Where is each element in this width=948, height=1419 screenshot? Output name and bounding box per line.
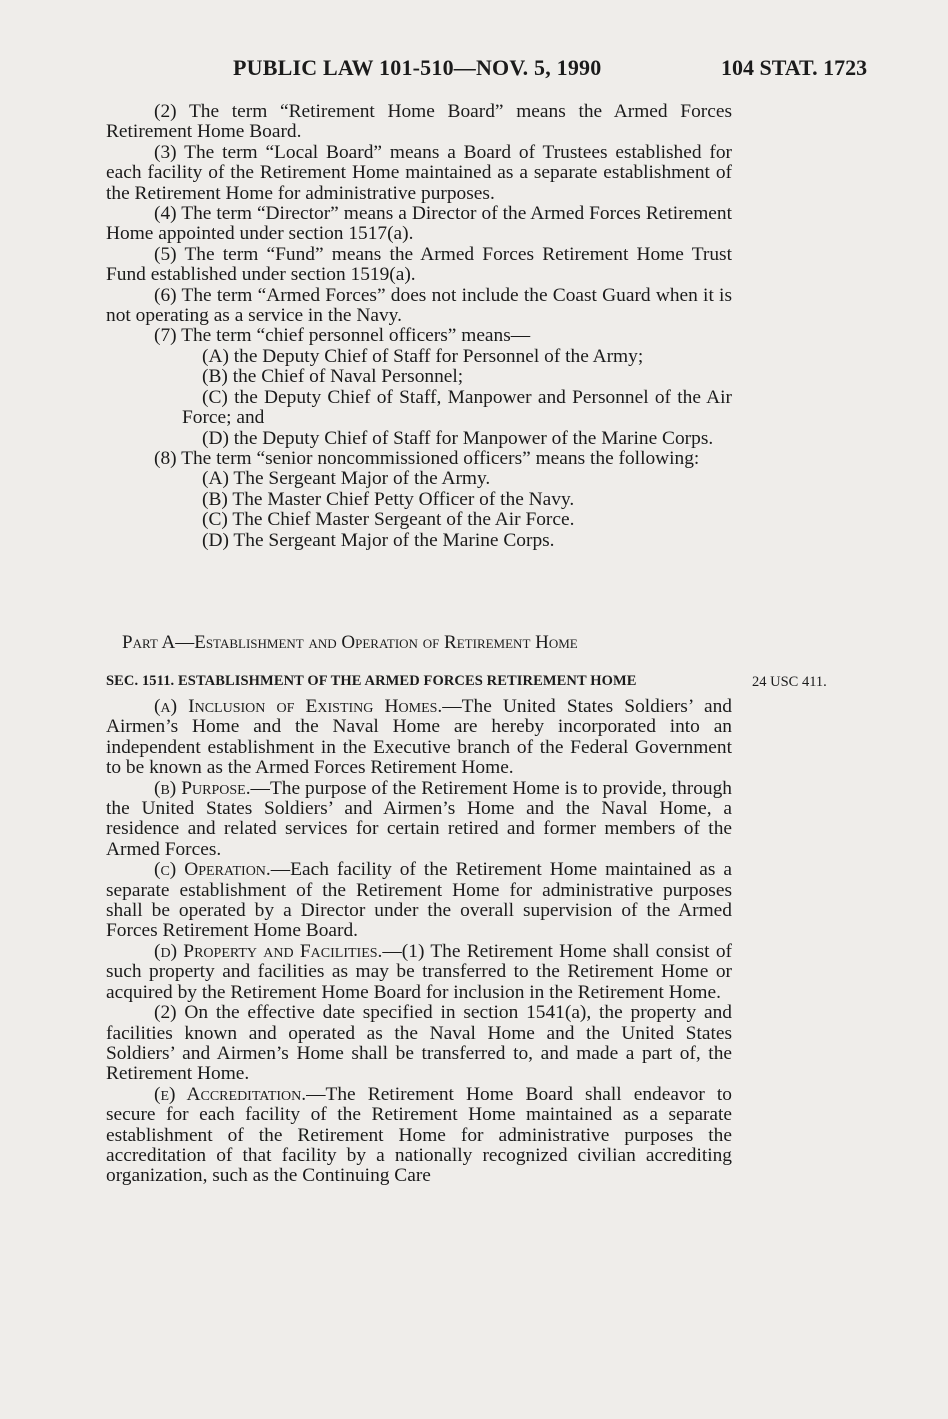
- definition-8c: (C) The Chief Master Sergeant of the Air Force.: [202, 509, 575, 531]
- definition-8b: (B) The Master Chief Petty Officer of the Navy.: [202, 488, 575, 510]
- subsection-c-label: (c) Operation.: [154, 859, 271, 881]
- definition-7a: (A) the Deputy Chief of Staff for Personnel of the Army;: [202, 345, 644, 367]
- subsection-d-label: (d) Property and Facilities.: [154, 940, 383, 962]
- definition-7d: (D) the Deputy Chief of Staff for Manpower of the Marine Corps.: [202, 427, 714, 449]
- definition-8d: (D) The Sergeant Major of the Marine Corps.: [202, 529, 555, 551]
- definition-7: (7) The term “chief personnel officers” means—: [154, 325, 531, 347]
- subsection-b-label: (b) Purpose.: [154, 777, 251, 799]
- page-header-title: PUBLIC LAW 101-510—NOV. 5, 1990: [233, 55, 602, 80]
- subsection-c: [106, 860, 732, 942]
- part-heading: Part A—Establishment and Operation of Retirement Home: [122, 632, 578, 653]
- subsection-e-label: (e) Accreditation.: [154, 1083, 307, 1105]
- definitions-block: [106, 102, 732, 551]
- subsection-e: [106, 1085, 732, 1187]
- section-heading: SEC. 1511. ESTABLISHMENT OF THE ARMED FORCES RETIREMENT HOME: [106, 673, 637, 689]
- definition-2: (2) The term “Retirement Home Board” means the Armed Forces Retirement Home Board.: [106, 101, 732, 143]
- subsection-b-text: —The purpose of the Retirement Home is to provide, through the United States Soldiers’ and Airmen’s Home and the Naval Home, a residence and related services for certain retired and former members of the Armed Forces.: [106, 777, 732, 860]
- section-body: [106, 697, 732, 1187]
- definition-7c: (C) the Deputy Chief of Staff, Manpower and Personnel of the Air Force; and: [182, 386, 732, 429]
- subsection-b: [106, 779, 732, 861]
- definition-7b: (B) the Chief of Naval Personnel;: [202, 366, 464, 388]
- subsection-a: [106, 697, 732, 779]
- definition-6: (6) The term “Armed Forces” does not include the Coast Guard when it is not operating as a service in the Navy.: [106, 284, 732, 327]
- subsection-d-text: —(1) The Retirement Home shall consist of such property and facilities as may be transferred to the Retirement Home or acquired by the Retirement Home Board for inclusion in the Retirement Home.: [106, 940, 732, 1003]
- subsection-a-label: (a) Inclusion of Existing Homes.: [154, 696, 443, 717]
- definition-5: (5) The term “Fund” means the Armed Forces Retirement Home Trust Fund established under section 1519(a).: [106, 243, 732, 286]
- subsection-d2: (2) On the effective date specified in section 1541(a), the property and facilities known and operated as the Naval Home and the United States Soldiers’ and Airmen’s Home shall be transferred to, and made a part of, the Retirement Home.: [106, 1002, 732, 1085]
- subsection-d: [106, 942, 732, 1003]
- margin-note: 24 USC 411.: [752, 674, 827, 690]
- definition-3: (3) The term “Local Board” means a Board of Trustees established for each facility of the Retirement Home maintained as a separate establishment of the Retirement Home for administrative purposes.: [106, 141, 732, 204]
- definition-4: (4) The term “Director” means a Director of the Armed Forces Retirement Home appointed under section 1517(a).: [106, 203, 732, 245]
- subsection-a-text: —The United States Soldiers’ and Airmen’s Home and the Naval Home are hereby incorporated into an independent establishment in the Executive branch of the Federal Government to be known as the Armed Forces Retirement Home.: [106, 696, 732, 779]
- definition-8: (8) The term “senior noncommissioned officers” means the following:: [154, 447, 700, 469]
- subsection-c-text: —Each facility of the Retirement Home maintained as a separate establishment of the Retirement Home for administrative purposes shall be operated by a Director under the overall supervision of the Armed Forces Retirement Home Board.: [106, 859, 732, 942]
- subsection-e-text: —The Retirement Home Board shall endeavor to secure for each facility of the Retirement Home maintained as a separate establishment of the Retirement Home for administrative purposes the accreditation of that facility by a nationally recognized civilian accrediting organization, such as the Continuing Care: [106, 1083, 733, 1187]
- definition-8a: (A) The Sergeant Major of the Army.: [202, 468, 491, 490]
- page-header-stat: 104 STAT. 1723: [721, 55, 868, 80]
